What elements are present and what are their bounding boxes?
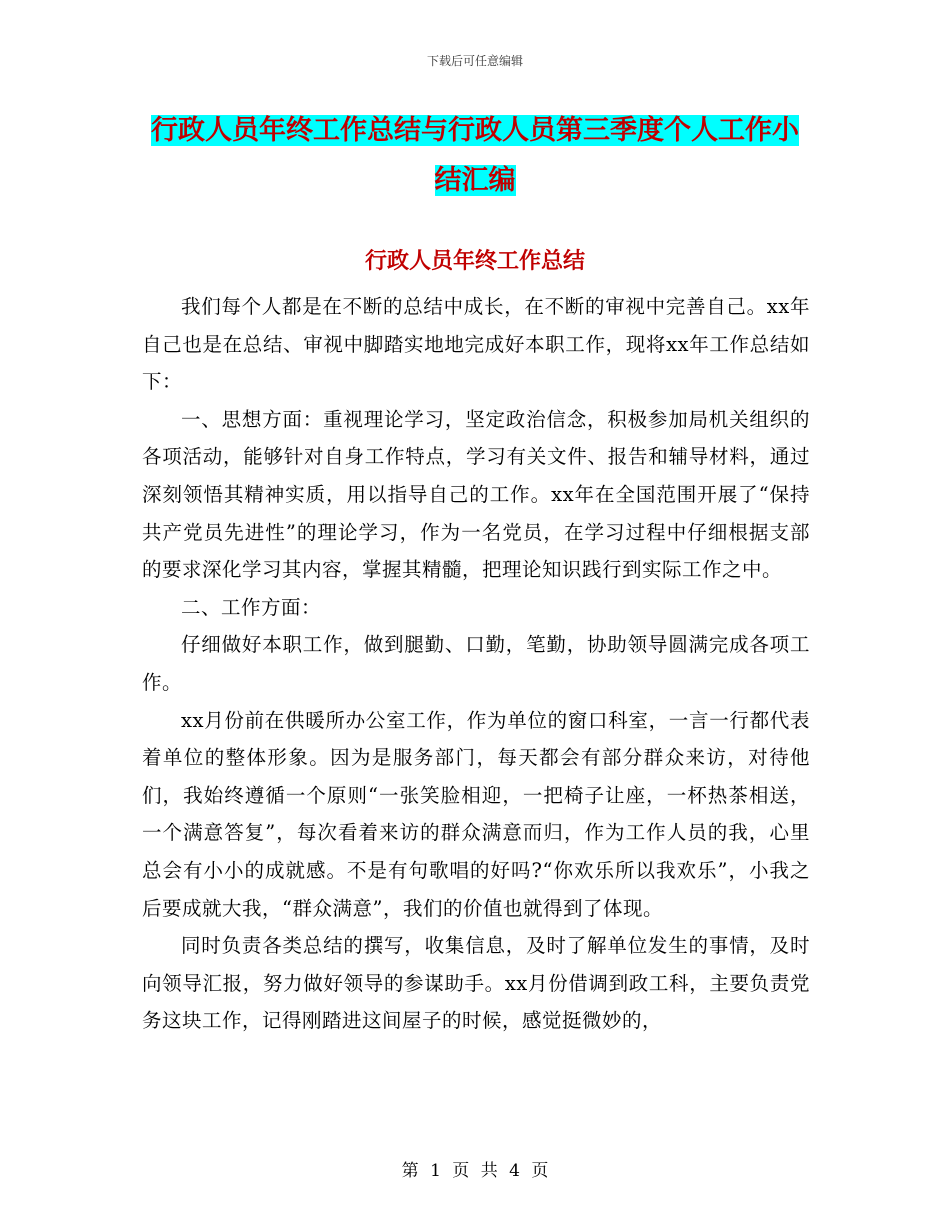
section-title: 行政人员年终工作总结 — [364, 249, 585, 274]
paragraph-intro: 我们每个人都是在不断的总结中成长，在不断的审视中完善自己。xx年自己也是在总结、审视中脚踏实地地完成好本职工作，现将xx年工作总结如下： — [142, 295, 810, 394]
page-header-note: 下载后可任意编辑 — [426, 54, 523, 68]
paragraph-duty: 仔细做好本职工作，做到腿勤、口勤，笔勤，协助领导圆满完成各项工作。 — [142, 633, 810, 694]
paragraph-office: xx月份前在供暖所办公室工作，作为单位的窗口科室，一言一行都代表着单位的整体形象。因为是服务部门，每天都会有部分群众来访，对待他们，我始终遵循一个原则“一张笑脸相迎，一把椅子让座，一杯热茶相送，一个满意答复”，每次看着来访的群众满意而归，作为工作人员的我，心里总会有小小的成就感。不是有句歌唱的好吗?“你欢乐所以我欢乐”，小我之后要成就大我，“群众满意”，我们的价值也就得到了体现。 — [142, 708, 810, 920]
document-title-text: 行政人员年终工作总结与行政人员第三季度个人工作小结汇编 — [151, 115, 799, 196]
paragraph-summary-writing: 同时负责各类总结的撰写，收集信息，及时了解单位发生的事情，及时向领导汇报，努力做好领导的参谋助手。xx月份借调到政工科，主要负责党务这块工作，记得刚踏进这间屋子的时候，感觉挺微妙的， — [142, 934, 810, 1033]
document-title — [140, 106, 810, 206]
document-body — [142, 288, 810, 1040]
page-footer-number: 第 1 页 共 4 页 — [401, 1161, 549, 1181]
paragraph-work-heading: 二、工作方面： — [181, 595, 322, 619]
paragraph-thought: 一、思想方面：重视理论学习，坚定政治信念，积极参加局机关组织的各项活动，能够针对自身工作特点，学习有关文件、报告和辅导材料，通过深刻领悟其精神实质，用以指导自己的工作。xx年在全国范围开展了“保持共产党员先进性”的理论学习，作为一名党员，在学习过程中仔细根据支部的要求深化学习其内容，掌握其精髓，把理论知识践行到实际工作之中。 — [142, 407, 810, 582]
